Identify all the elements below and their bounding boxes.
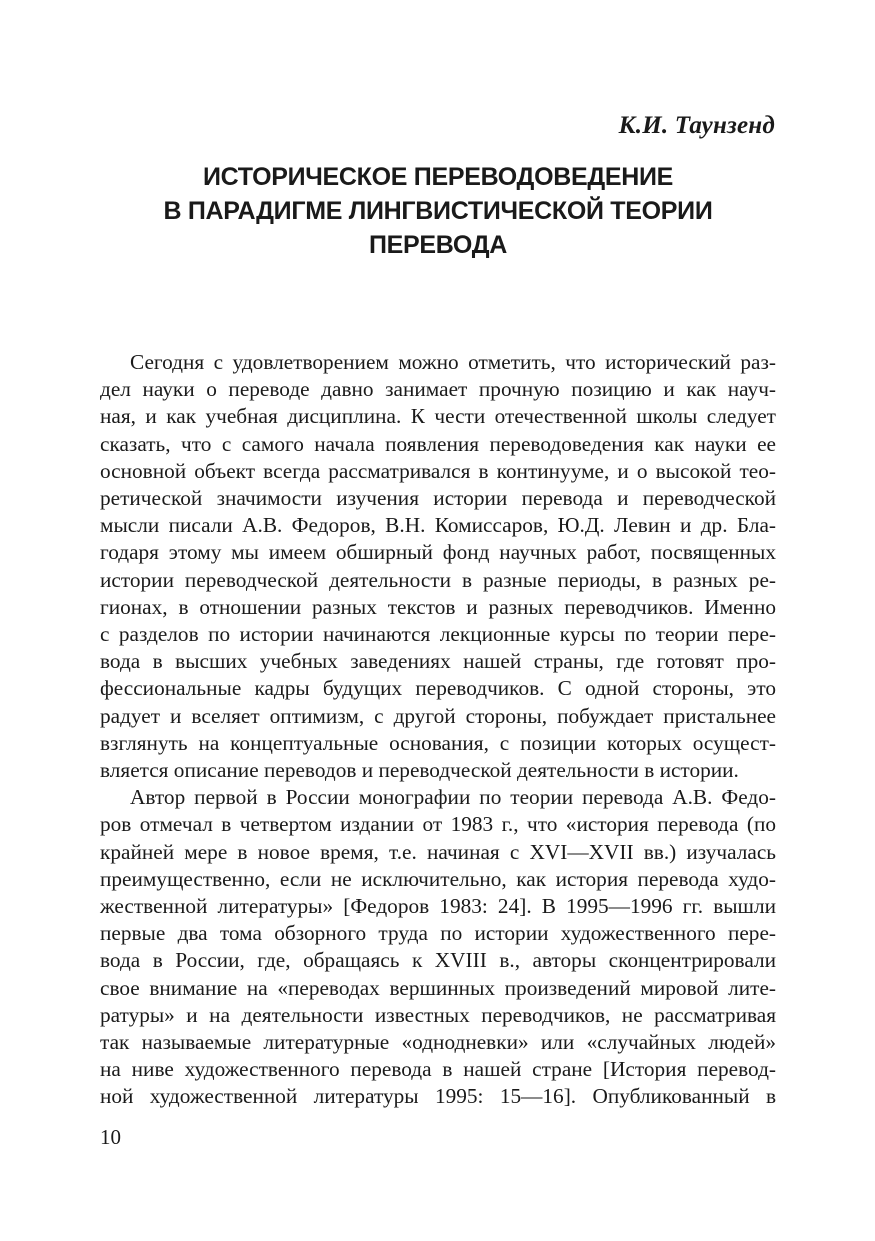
text-line: радует и вселяет оптимизм, с другой стороны, побуждает пристальнее bbox=[100, 703, 776, 728]
text-line: ратуры» и на деятельности известных переводчиков, не рассматривая bbox=[100, 1002, 776, 1027]
text-line: Сегодня с удовлетворением можно отметить, что исторический раз- bbox=[130, 350, 776, 374]
page-number: 10 bbox=[100, 1125, 121, 1149]
text-line: преимущественно, если не исключительно, как история перевода худо- bbox=[100, 866, 776, 891]
text-line: с разделов по истории начинаются лекционные курсы по теории пере- bbox=[100, 622, 776, 647]
text-line: ров отмечал в четвертом издании от 1983 г., что «история перевода (по bbox=[100, 812, 776, 837]
text-line: дел науки о переводе давно занимает прочную позицию и как науч- bbox=[100, 377, 776, 402]
text-line: так называемые литературные «однодневки» или «случайных людей» bbox=[100, 1030, 776, 1055]
text-line: вода в высших учебных заведениях нашей страны, где готовят про- bbox=[100, 649, 776, 674]
text-line: основной объект всегда рассматривался в континууме, и о высокой тео- bbox=[100, 458, 776, 483]
text-line: фессиональные кадры будущих переводчиков. С одной стороны, это bbox=[100, 676, 776, 701]
title-line: ИСТОРИЧЕСКОЕ ПЕРЕВОДОВЕДЕНИЕ bbox=[202, 163, 674, 191]
text-line: на ниве художественного перевода в нашей стране [История перевод- bbox=[100, 1057, 776, 1082]
text-line: сказать, что с самого начала появления переводоведения как науки ее bbox=[100, 431, 776, 456]
text-line: Автор первой в России монографии по теории перевода А.В. Федо- bbox=[130, 785, 776, 810]
title-line: В ПАРАДИГМЕ ЛИНГВИСТИЧЕСКОЙ ТЕОРИИ bbox=[163, 197, 713, 225]
text-line: ная, и как учебная дисциплина. К чести отечественной школы следует bbox=[100, 404, 776, 429]
title-line: ПЕРЕВОДА bbox=[368, 231, 507, 259]
text-line: вода в России, где, обращаясь к XVIII в., авторы сконцентрировали bbox=[100, 948, 776, 973]
text-line: истории переводческой деятельности в разные периоды, в разных ре- bbox=[100, 567, 776, 592]
text-line: гионах, в отношении разных текстов и разных переводчиков. Именно bbox=[100, 594, 776, 619]
paragraph-1 bbox=[100, 349, 776, 784]
text-line: крайней мере в новое время, т.е. начиная с XVI—XVII вв.) изучалась bbox=[100, 839, 776, 864]
article-title bbox=[100, 160, 776, 262]
text-line: мысли писали А.В. Федоров, В.Н. Комиссаров, Ю.Д. Левин и др. Бла- bbox=[100, 513, 776, 538]
text-line: годаря этому мы имеем обширный фонд научных работ, посвященных bbox=[100, 540, 776, 565]
paragraph-2 bbox=[100, 784, 776, 1110]
author-name: К.И. Таунзенд bbox=[618, 112, 775, 139]
article-body bbox=[100, 349, 776, 1111]
text-line: вляется описание переводов и переводческой деятельности в истории. bbox=[100, 758, 739, 783]
text-line: ной художественной литературы 1995: 15—16]. Опубликованный в bbox=[100, 1084, 776, 1109]
text-line: ретической значимости изучения истории перевода и переводческой bbox=[100, 486, 776, 511]
text-line: свое внимание на «переводах вершинных произведений мировой лите- bbox=[100, 975, 776, 1000]
text-line: взглянуть на концептуальные основания, с позиции которых осущест- bbox=[100, 730, 776, 755]
text-line: первые два тома обзорного труда по истории художественного пере- bbox=[100, 921, 776, 946]
text-line: жественной литературы» [Федоров 1983: 24]. В 1995—1996 гг. вышли bbox=[100, 894, 776, 919]
